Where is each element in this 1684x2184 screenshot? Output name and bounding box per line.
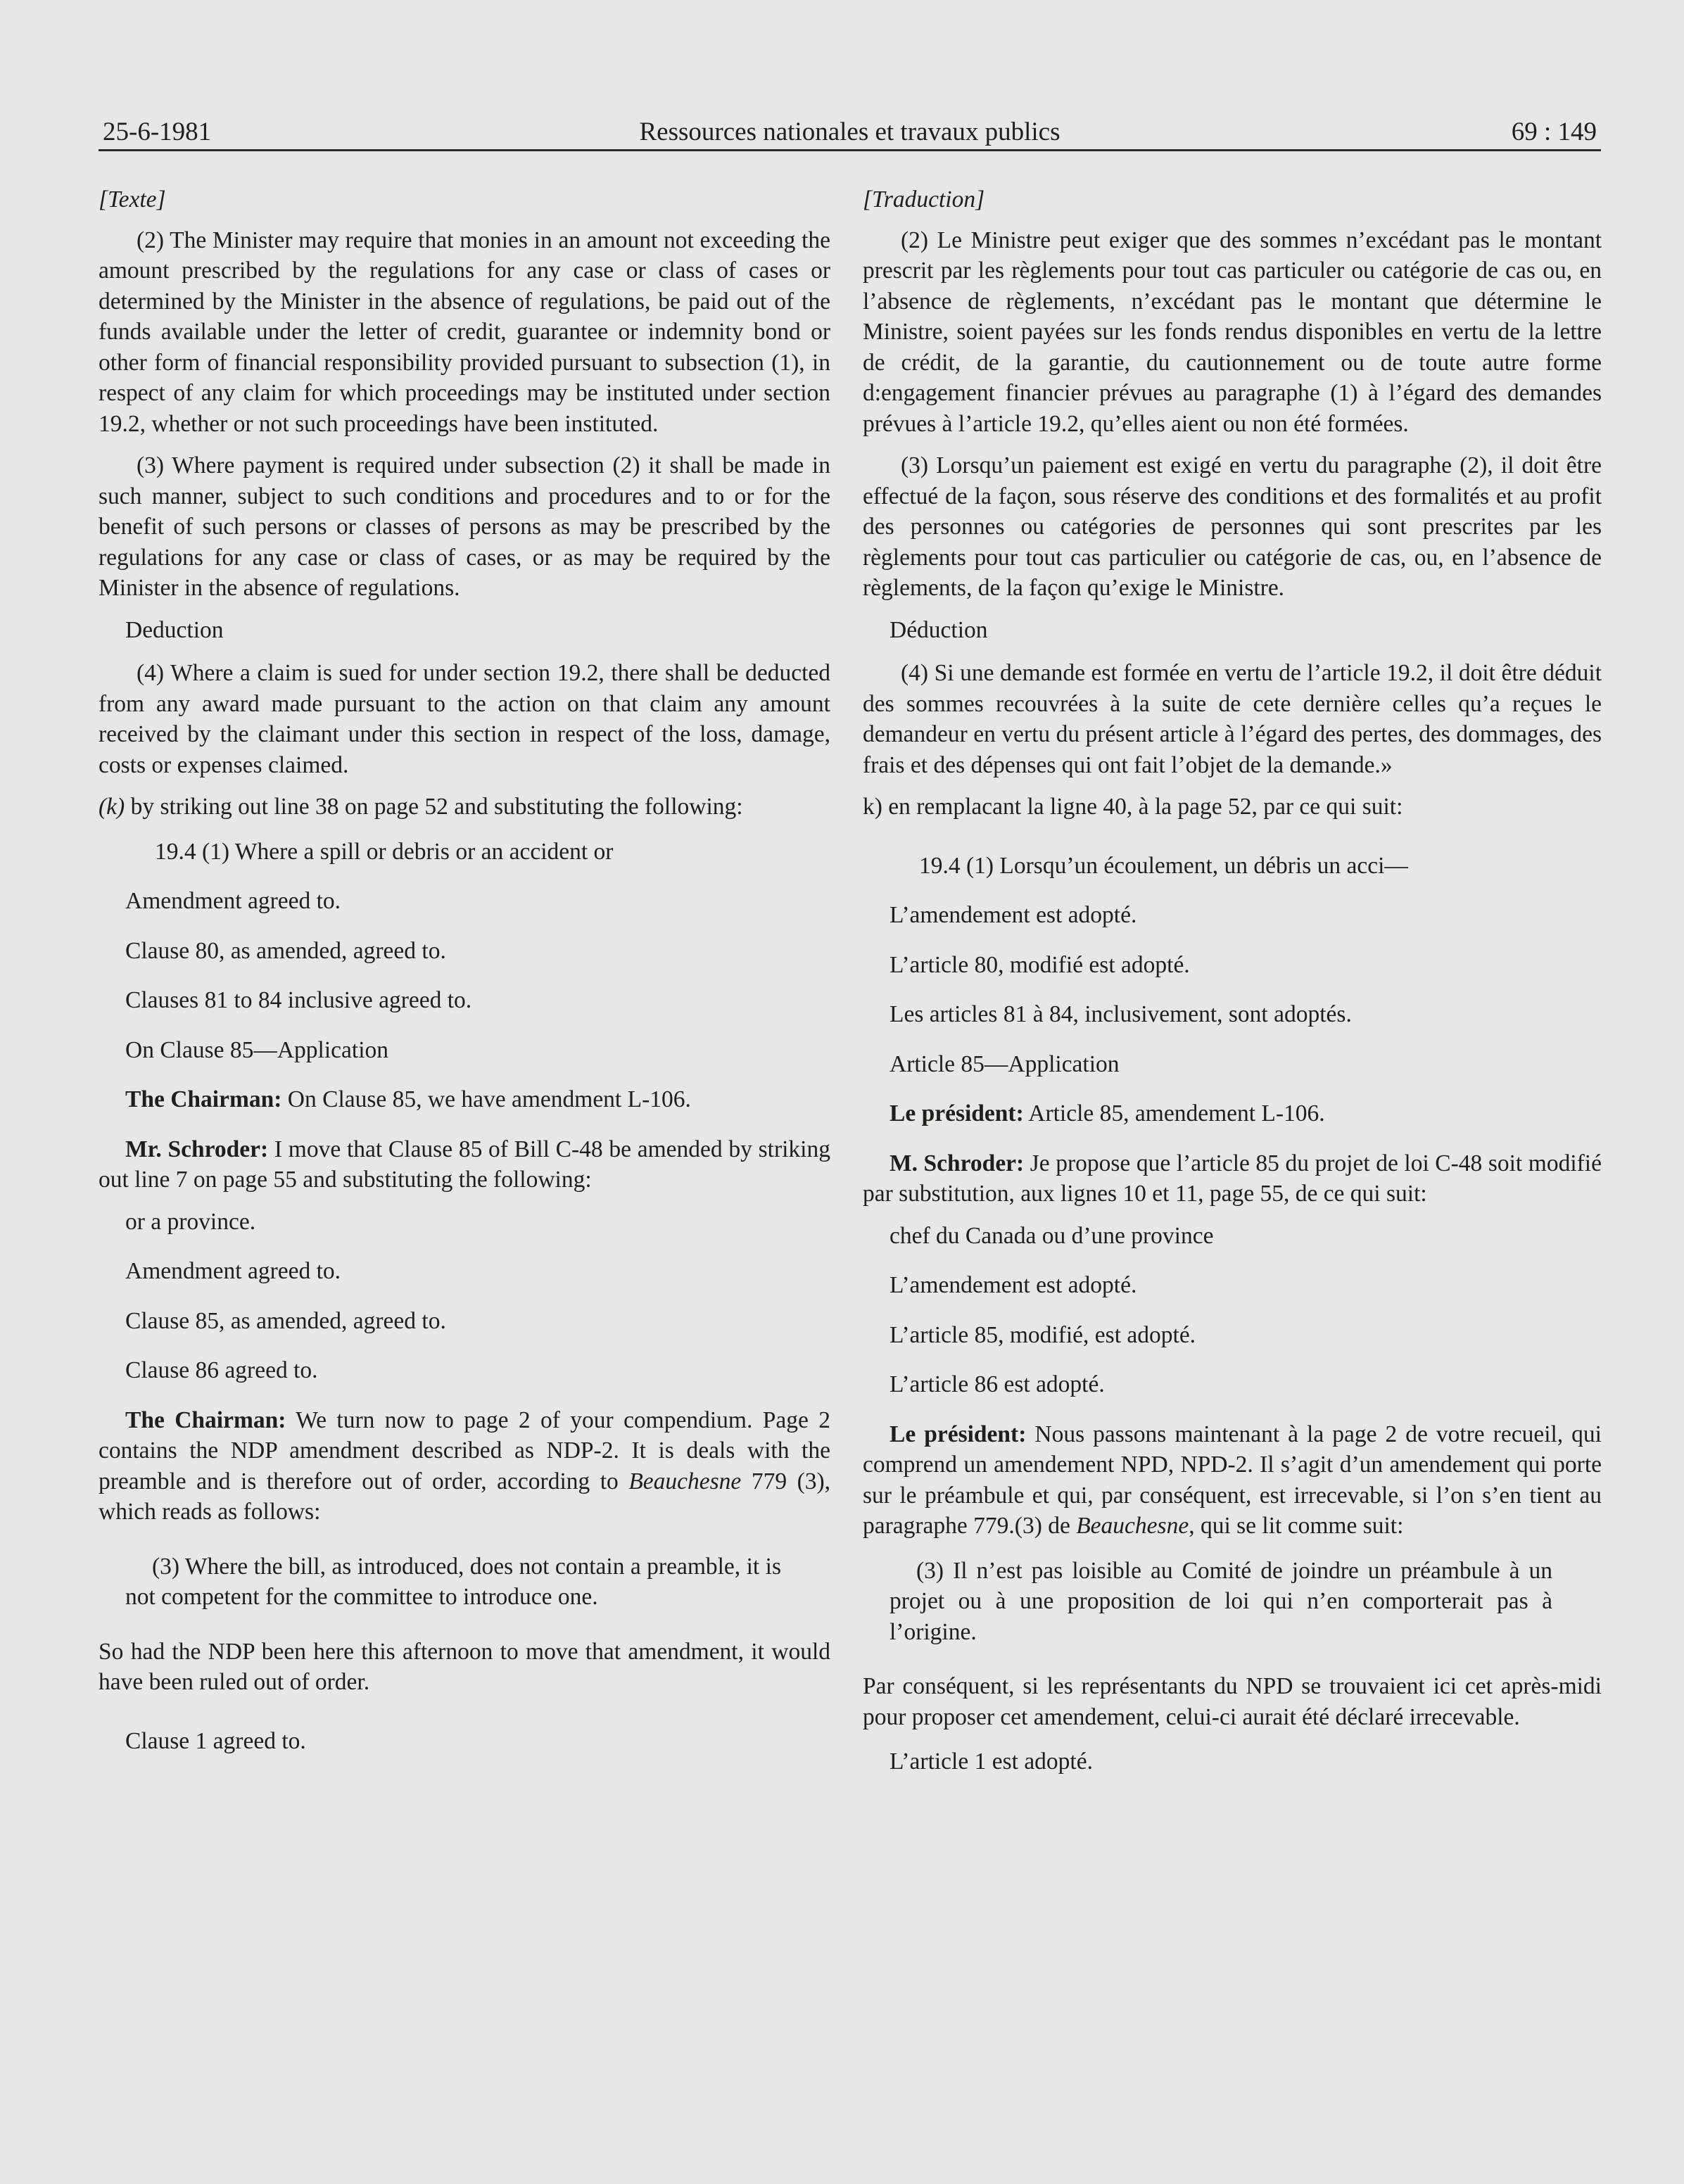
section-label-traduction: [Traduction] [863, 186, 985, 212]
english-column [99, 184, 830, 1775]
amendment-k-en [99, 792, 830, 823]
clause-1-en: Clause 1 agreed to. [125, 1727, 306, 1754]
subsection-2-fr: (2) Le Ministre peut exiger que des sommes n’excédant pas le montant prescrit par les règlements pour tout cas particuler ou catégorie de cas ou, en l’absence de règlements, n’excédant pas le montant que détermine le Ministre, soient payées sur les fonds rendus disponibles en vertu de la lettre de crédit, de la garantie, du cautionnement ou de toute autre forme d:engagement financier prévues au paragraphe (1) à l’égard des demandes prévues à l’article 19.2, qu’elles aient ou non été formées. [863, 227, 1602, 437]
clause-1-fr: L’article 1 est adopté. [890, 1748, 1093, 1775]
section-19-4-fr: 19.4 (1) Lorsqu’un écoulement, un débris un acci— [919, 852, 1408, 879]
chef-du-canada: chef du Canada ou d’une province [890, 1222, 1214, 1249]
beauchesne-ref-fr: Beauchesne [1076, 1513, 1189, 1539]
or-a-province: or a province. [125, 1208, 256, 1235]
subsection-2-en: (2) The Minister may require that monies in an amount not exceeding the amount prescribed by the regulations for any case or class of cases or determined by the Minister in the absence of regulations, be paid out of the funds available under the letter of credit, guarantee or indemnity bond or other form of financial responsibility provided pursuant to subsection (1), in respect of any claim for which proceedings may be instituted under section 19.2, whether or not such proceedings have been instituted. [99, 227, 830, 437]
speaker-schroder-fr: M. Schroder: [890, 1150, 1025, 1176]
section-19-4-en: 19.4 (1) Where a spill or debris or an accident or [155, 838, 614, 865]
subsection-4-fr: (4) Si une demande est formée en vertu de l’article 19.2, il doit être déduit des sommes recouvrées à la suite de cete dernière celles qu’a reçues le demandeur en vertu du présent article à l’égard des pertes, des dommages, des frais et des dépenses qui ont fait l’objet de la demande.» [863, 660, 1602, 778]
header-title: Ressources nationales et travaux publics [639, 118, 1061, 146]
amendment-k-text: by striking out line 38 on page 52 and substituting the following: [125, 794, 743, 820]
subsection-3-fr: (3) Lorsqu’un paiement est exigé en vertu du paragraphe (2), il doit être effectué de la façon, sous réserve des conditions et des formalités et au profit des personnes ou catégories de personnes qui sont prescrites par les règlements pour tout cas particulier ou catégorie de cas, ou, en l’absence de règlements, de la façon qu’exige le Ministre. [863, 452, 1602, 601]
par-consequent: Par conséquent, si les représentants du NPD se trouvaient ici cet après-midi pour proposer cet amendement, celui-ci aurait été déclaré irrecevable. [863, 1673, 1602, 1730]
chairman-remark-1: The Chairman: On Clause 85, we have amendment L-106. [125, 1086, 691, 1112]
speaker-schroder: Mr. Schroder: [125, 1136, 269, 1162]
clause-86-en: Clause 86 agreed to. [125, 1357, 318, 1383]
deduction-heading-fr: Déduction [890, 616, 988, 643]
clause-80-en: Clause 80, as amended, agreed to. [125, 937, 446, 964]
running-header [99, 114, 1601, 151]
deduction-heading-en: Deduction [125, 616, 224, 643]
amendment-k-label: (k) [99, 794, 125, 820]
clauses-81-84-en: Clauses 81 to 84 inclusive agreed to. [125, 987, 472, 1013]
subsection-4-en: (4) Where a claim is sued for under section 19.2, there shall be deducted from any award made pursuant to the action on that claim any amount received by the claimant under this section in respect of the loss, damage, costs or expenses claimed. [99, 660, 830, 778]
quote-beauchesne-fr: (3) Il n’est pas loisible au Comité de joindre un préambule à un projet ou à une proposition de loi qui n’en comporterait pas à l’origine. [890, 1557, 1552, 1645]
section-label-texte: [Texte] [99, 186, 166, 212]
schroder-motion-fr: M. Schroder: Je propose que l’article 85 du projet de loi C-48 soit modifié par substitution, aux lignes 10 et 11, page 55, de ce qui suit: [863, 1150, 1602, 1207]
speaker-chairman-2: The Chairman: [125, 1407, 286, 1433]
so-had-ndp: So had the NDP been here this afternoon to move that amendment, it would have been ruled out of order. [99, 1638, 830, 1695]
clause-85-en: Clause 85, as amended, agreed to. [125, 1307, 446, 1334]
clauses-81-84-fr: Les articles 81 à 84, inclusivement, sont adoptés. [890, 1001, 1352, 1027]
clause-80-fr: L’article 80, modifié est adopté. [890, 951, 1190, 978]
president-remark-1: Le président: Article 85, amendement L-106. [890, 1100, 1325, 1126]
chairman-remark-2: The Chairman: We turn now to page 2 of your compendium. Page 2 contains the NDP amendment described as NDP-2. It is deals with the preamble and is therefore out of order, according to Beauchesne 779 (3), which reads as follows: [99, 1407, 831, 1525]
schroder-motion-en: Mr. Schroder: I move that Clause 85 of Bill C-48 be amended by striking out line 7 on page 55 and substituting the following: [99, 1136, 830, 1193]
header-date: 25-6-1981 [103, 118, 212, 146]
speaker-president: Le président: [890, 1100, 1024, 1126]
subsection-3-en: (3) Where payment is required under subsection (2) it shall be made in such manner, subject to such conditions and procedures and to or for the benefit of such persons or classes of persons as may be prescribed by the regulations for any case or class of cases, or as may be required by the Minister in the absence of regulations. [99, 452, 830, 601]
french-column [863, 184, 1602, 1796]
quote-beauchesne-en: (3) Where the bill, as introduced, does not contain a preamble, it is not competent for the committee to introduce one. [125, 1553, 781, 1610]
clause-85-fr: L’article 85, modifié, est adopté. [890, 1321, 1196, 1348]
on-clause-85-en: On Clause 85—Application [125, 1036, 389, 1063]
speaker-chairman: The Chairman: [125, 1086, 282, 1112]
amendment-agreed-2-en: Amendment agreed to. [125, 1258, 341, 1284]
amendment-agreed-1-en: Amendment agreed to. [125, 888, 341, 914]
beauchesne-ref-en: Beauchesne [628, 1468, 742, 1494]
header-page-number: 69 : 149 [1511, 118, 1597, 146]
on-clause-85-fr: Article 85—Application [890, 1050, 1120, 1077]
amendment-agreed-1-fr: L’amendement est adopté. [890, 902, 1137, 928]
clause-86-fr: L’article 86 est adopté. [890, 1371, 1105, 1397]
speaker-president-2: Le président: [890, 1421, 1027, 1447]
president-remark-2: Le président: Nous passons maintenant à la page 2 de votre recueil, qui comprend un amendement NPD, NPD-2. Il s’agit d’un amendement qui porte sur le préambule et qui, par conséquent, est irrecevable, si l’on s’en tient au paragraphe 779.(3) de Beauchesne, qui se lit comme suit: [863, 1421, 1602, 1539]
amendment-k-fr: k) en remplacant la ligne 40, à la page 52, par ce qui suit: [863, 794, 1403, 820]
amendment-agreed-2-fr: L’amendement est adopté. [890, 1272, 1137, 1298]
